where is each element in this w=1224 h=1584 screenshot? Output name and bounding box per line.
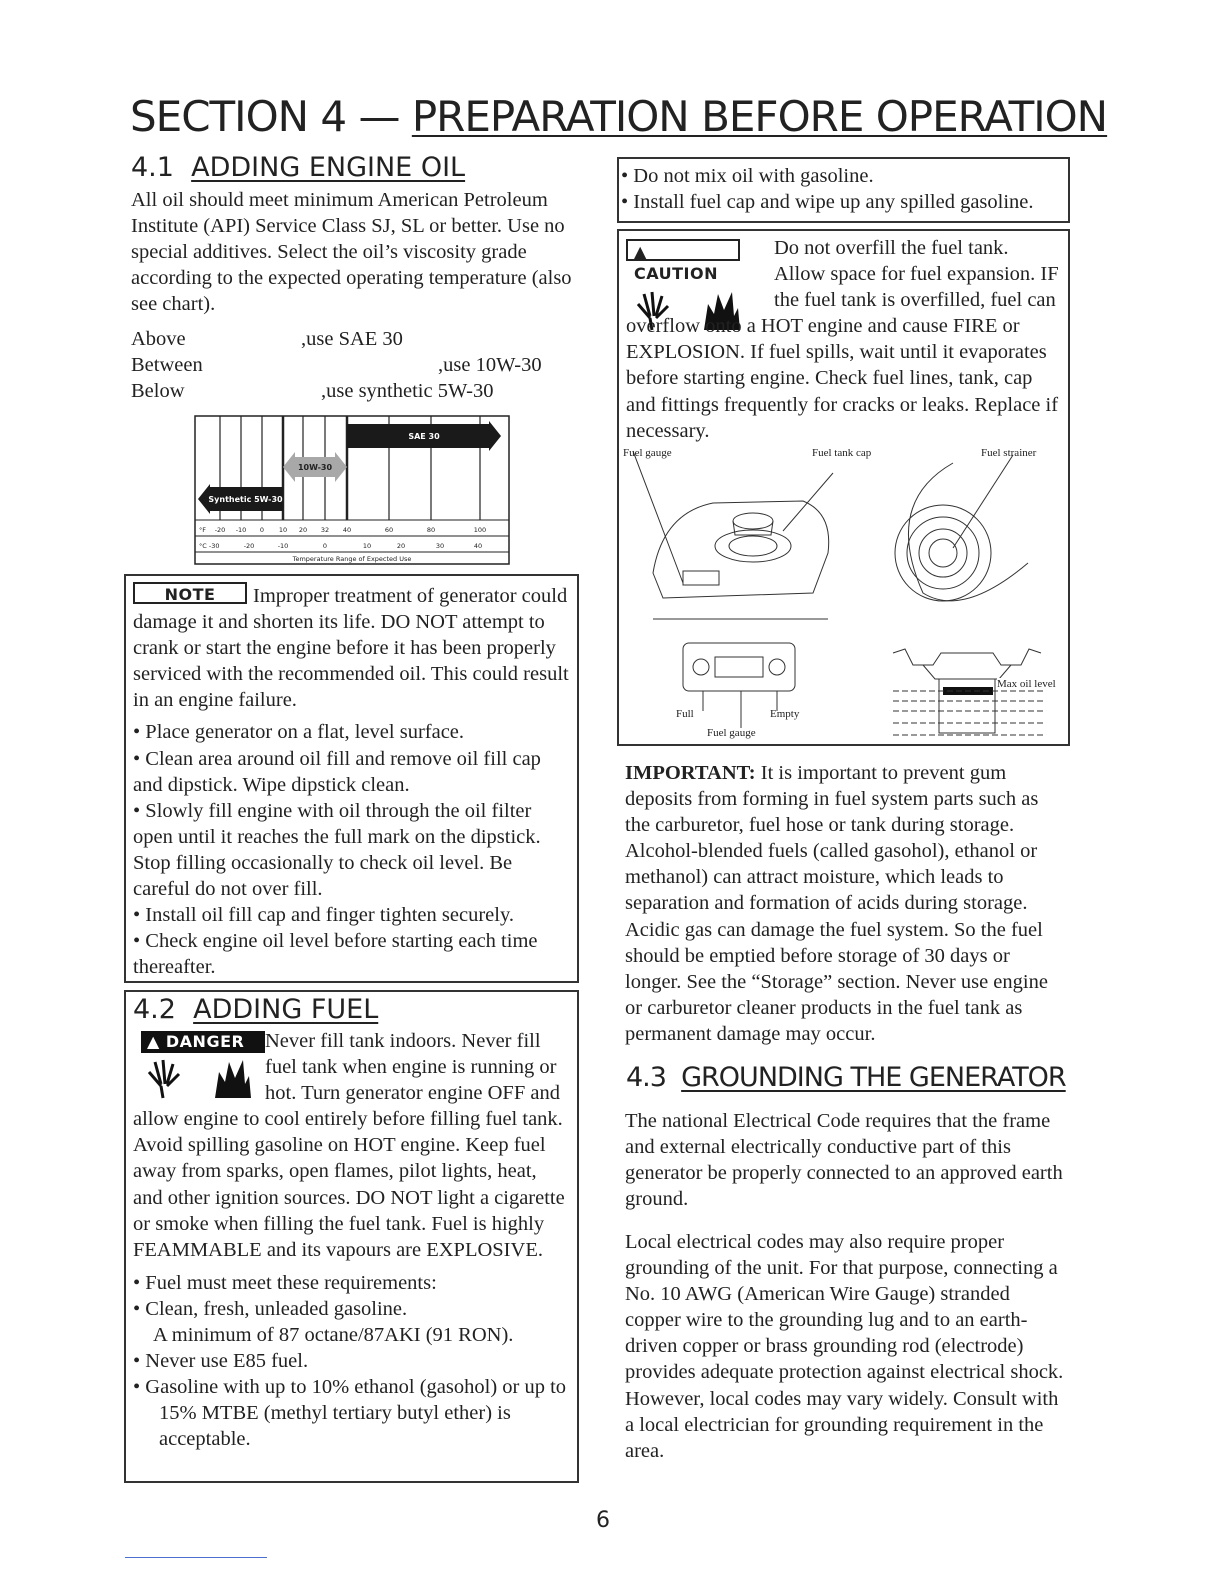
heading-4-3 [626, 1062, 1066, 1093]
page-number: 6 [596, 1508, 610, 1533]
note-label: NOTE [133, 582, 247, 604]
oil-grade-list [131, 326, 571, 404]
f-tick-label: 0 [259, 526, 265, 534]
fuel-tips-box [617, 157, 1070, 223]
c-tick-label: 0 [322, 542, 328, 550]
f-tick-label: 20 [298, 526, 308, 534]
grounding-paragraph-2: Local electrical codes may also require proper grounding of the unit. For that purpose, connecting a No. 10 AWG (American Wire Gauge) stranded copper wire to the grounding lug and to an earth-driven copper or brass grounding rod (electrode) provides adequate protection against electrical shock. However, local codes may vary widely. Consult with a local electrician for grounding requirement in the area. [625, 1231, 1064, 1462]
warning-triangle-icon: ▲ [147, 1032, 160, 1051]
f-tick-label: 40 [342, 526, 352, 534]
list-item: • Install fuel cap and wipe up any spilled gasoline. [621, 191, 1034, 214]
list-item: • Never use E85 fuel. [133, 1350, 309, 1373]
label-fuel-gauge-detail: Fuel gauge [707, 727, 756, 739]
label-full: Full [676, 708, 694, 720]
list-item: • Slowly fill engine with oil through the oil filter open until it reaches the full mark on the dipstick. Stop filling occasionally to check oil level. Be careful do not over fill. [133, 799, 541, 901]
heading-text: GROUNDING THE GENERATOR [681, 1062, 1066, 1093]
c-tick-label: -20 [243, 542, 255, 550]
label-fuel-strainer: Fuel strainer [981, 447, 1037, 459]
f-tick-label: -20 [214, 526, 226, 534]
list-item: • Place generator on a flat, level surface. [133, 721, 465, 744]
danger-block [133, 1028, 265, 1106]
f-tick-label: 80 [426, 526, 436, 534]
label-max-oil-level: Max oil level [997, 678, 1056, 690]
section-heading: PREPARATION BEFORE OPERATION [411, 92, 1108, 141]
adding-fuel-box [124, 990, 579, 1483]
c-tick-label: 30 [435, 542, 445, 550]
list-item: • Gasoline with up to 10% ethanol (gasohol) or up to 15% MTBE (methyl tertiary butyl ether) is acceptable. [133, 1376, 567, 1451]
c-tick-label: 10 [362, 542, 372, 550]
note-box [124, 574, 579, 983]
list-item: • Do not mix oil with gasoline. [621, 165, 874, 187]
footnote-rule [125, 1557, 267, 1558]
danger-label-text: DANGER [165, 1032, 245, 1051]
oil-steps [133, 719, 571, 980]
list-item: • Check engine oil level before starting each time thereafter. [133, 930, 538, 979]
danger-label [141, 1031, 265, 1053]
f-tick-label: 100 [473, 526, 487, 534]
danger-text: Never fill tank indoors. Never fill fuel tank when engine is running or hot. Turn generator engine OFF and allow engine to cool entirely before filling fuel tank. Avoid spilling gasoline on HOT engine. Keep fuel away from sparks, open flames, pilot lights, heat, and other ignition sources. DO NOT light a cigarette or smoke when filling the fuel tank. Fuel is highly FEAMMABLE and its vapours are EXPLOSIVE. [133, 1030, 565, 1261]
oil-intro: All oil should meet minimum American Petroleum Institute (API) Service Class SJ, SL or better. Use no special additives. Select the oil’s viscosity grade according to the expected operating temperature (also see chart). [131, 189, 572, 316]
note-text: Improper treatment of generator could damage it and shorten its life. DO NOT attempt to crank or start the engine before it has been properly serviced with the recommended oil. This could result in an engine failure. [133, 585, 569, 712]
f-tick-label: 32 [320, 526, 330, 534]
row-label: Below [131, 380, 185, 402]
label-fuel-gauge: Fuel gauge [623, 447, 672, 459]
list-item: • Install oil fill cap and finger tighten securely. [133, 904, 514, 927]
fuel-requirements [133, 1270, 571, 1453]
row-label: Between [131, 354, 203, 376]
list-item: • Clean, fresh, unleaded gasoline. [133, 1297, 408, 1320]
heading-text: ADDING FUEL [193, 994, 379, 1025]
heading-4-2 [133, 994, 571, 1028]
row-use: ,use SAE 30 [301, 328, 403, 350]
f-tick-label: 60 [384, 526, 394, 534]
row-use: ,use 10W-30 [438, 354, 542, 376]
tank-outline [653, 501, 829, 598]
oil-viscosity-chart [190, 410, 515, 570]
heading-number: 4.1 [131, 152, 174, 183]
f-tick-label: °F [199, 526, 206, 534]
important-note [625, 760, 1065, 1047]
label-empty: Empty [770, 708, 800, 720]
heading-number: 4.3 [626, 1062, 666, 1093]
label-fuel-tank-cap: Fuel tank cap [812, 447, 872, 459]
important-label: IMPORTANT: [625, 762, 756, 784]
series-label: SAE 30 [408, 432, 440, 441]
c-tick-label: 20 [396, 542, 406, 550]
f-tick-label: -10 [235, 526, 247, 534]
c-tick-label: -10 [277, 542, 289, 550]
heading-text: ADDING ENGINE OIL [191, 152, 466, 183]
leader-lines [633, 451, 833, 583]
list-item: A minimum of 87 octane/87AKI (91 RON). [153, 1324, 514, 1347]
section-title [130, 92, 1107, 141]
c-tick-label: 40 [473, 542, 483, 550]
fire-explosion-icon [145, 1054, 265, 1102]
warning-triangle-icon: ▲ [634, 242, 647, 261]
section-prefix: SECTION 4 — [130, 92, 412, 141]
heading-number: 4.2 [133, 994, 176, 1025]
important-text: It is important to prevent gum deposits from forming in fuel system parts such as the carburetor, fuel hose or tank during storage. Alcohol-blended fuels (called gasohol), ethanol or methanol) can attract moisture, which leads to separation and formation of acids during storage. Acidic gas can damage the fuel system. So the fuel should be emptied before storage of 30 days or longer. See the “Storage” section. Never use engine or carburetor cleaner products in the fuel tank as permanent damage may occur. [625, 762, 1048, 1045]
caution-box [617, 229, 1070, 746]
heading-4-1 [131, 152, 465, 183]
list-item: • Clean area around oil fill and remove oil fill cap and dipstick. Wipe dipstick clean. [133, 747, 541, 796]
f-tick-label: 10 [278, 526, 288, 534]
caution-block [626, 235, 774, 313]
row-use: ,use synthetic 5W-30 [321, 380, 494, 402]
caution-label-text: CAUTION [634, 264, 718, 283]
caution-text: Do not overfill the fuel tank. Allow space for fuel expansion. IF the fuel tank is overfilled, fuel can overflow onto a HOT engine and cause FIRE or EXPLOSION. If fuel spills, wait until it evaporates before starting engine. Check fuel lines, tank, cap and fittings frequently for cracks or leaks. Replace if necessary. [626, 237, 1059, 442]
grounding-paragraph-1: The national Electrical Code requires that the frame and external electrically conductive part of this generator be properly connected to an approved earth ground. [625, 1110, 1063, 1211]
list-item: • Fuel must meet these requirements: [133, 1271, 437, 1294]
c-tick-label: °C -30 [199, 542, 220, 550]
x-axis-label: Temperature Range of Expected Use [292, 555, 412, 563]
row-label: Above [131, 328, 186, 350]
series-label: Synthetic 5W-30 [208, 495, 283, 504]
series-label: 10W-30 [297, 463, 333, 472]
caution-label [626, 239, 740, 283]
fuel-system-diagram [623, 443, 1063, 743]
